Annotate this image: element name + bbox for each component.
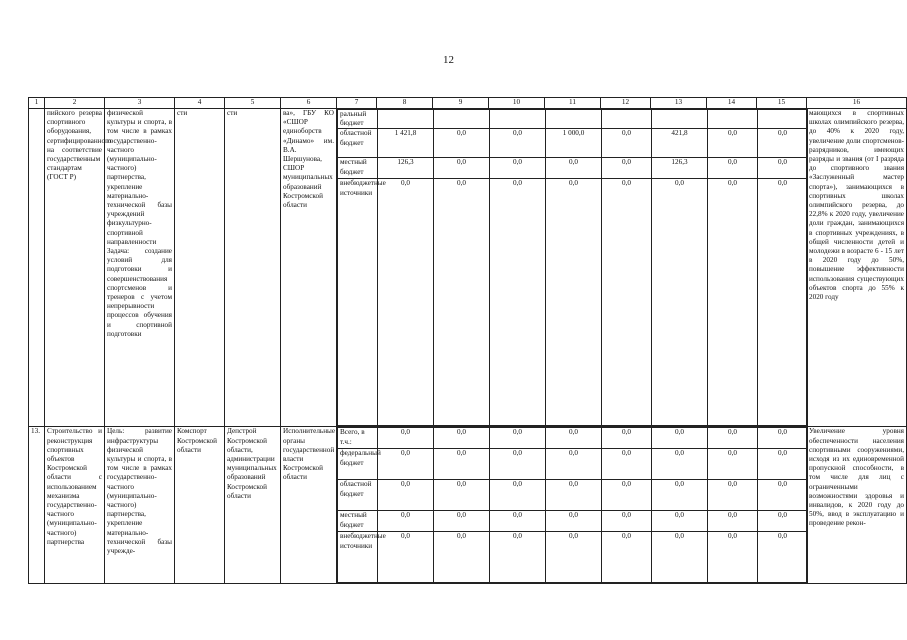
funding-value: 0,0 (602, 449, 652, 480)
funding-value: 0,0 (434, 129, 490, 158)
funding-row (338, 480, 808, 511)
funding-value: 0,0 (490, 158, 546, 179)
column-header: 2 (45, 98, 105, 109)
funding-value: 0,0 (490, 129, 546, 158)
funding-value (378, 110, 434, 129)
funding-value (602, 110, 652, 129)
program-table (28, 97, 907, 584)
funding-value: 0,0 (652, 179, 708, 426)
funding-value: 0,0 (490, 428, 546, 449)
column-header: 11 (545, 98, 601, 109)
column-header: 9 (433, 98, 489, 109)
funding-value: 0,0 (602, 428, 652, 449)
funding-value: 0,0 (490, 511, 546, 532)
funding-value: 0,0 (602, 532, 652, 583)
funding-value: 0,0 (490, 480, 546, 511)
funding-value: 0,0 (602, 511, 652, 532)
funding-value: 0,0 (434, 532, 490, 583)
funding-block (337, 109, 807, 427)
funding-value: 0,0 (546, 480, 602, 511)
funding-value: 0,0 (434, 449, 490, 480)
header-row (29, 98, 907, 109)
funding-value: 0,0 (758, 428, 808, 449)
column-header: 7 (337, 98, 377, 109)
column-header: 13 (651, 98, 707, 109)
funding-value: 0,0 (546, 158, 602, 179)
cell-num: 13. (29, 427, 45, 584)
funding-value (758, 110, 808, 129)
funding-table (337, 109, 808, 426)
funding-value: 0,0 (708, 428, 758, 449)
funding-value: 0,0 (708, 532, 758, 583)
funding-source: федеральный бюджет (338, 449, 378, 480)
funding-value: 0,0 (708, 449, 758, 480)
funding-value: 0,0 (546, 511, 602, 532)
funding-row (338, 110, 808, 129)
funding-source: ральный бюджет (338, 110, 378, 129)
funding-value: 0,0 (434, 480, 490, 511)
funding-row (338, 158, 808, 179)
cell-coexecutor: Депстрой Костромской области, администрации муниципальных образований Костромской области (225, 427, 281, 584)
funding-source: внебюджетные источники (338, 179, 378, 426)
funding-source: областной бюджет (338, 480, 378, 511)
funding-value: 0,0 (758, 532, 808, 583)
funding-value: 0,0 (602, 129, 652, 158)
cell-event: пийского резерва спортивного оборудования, сертифицированного на соответствие государственным стандартам (ГОСТ Р) (45, 109, 105, 427)
funding-value: 0,0 (652, 428, 708, 449)
table-row-continued (29, 109, 907, 427)
funding-row (338, 449, 808, 480)
funding-value (652, 110, 708, 129)
funding-value: 0,0 (546, 449, 602, 480)
page-number: 12 (443, 54, 454, 66)
funding-source: Всего, в т.ч.: (338, 428, 378, 449)
funding-value: 0,0 (652, 511, 708, 532)
column-header: 8 (377, 98, 433, 109)
funding-value: 0,0 (546, 532, 602, 583)
column-header: 10 (489, 98, 545, 109)
funding-value: 0,0 (652, 532, 708, 583)
funding-value: 0,0 (758, 480, 808, 511)
funding-value: 0,0 (652, 449, 708, 480)
cell-result: мающихся в спортивных школах олимпийского резерва, до 40% к 2020 году, увеличение доли спортсменов-разрядников, имеющих разряды и звания (от I разряда до спортивного звания «Заслуженный мастер спорта»), занимающихся в спортивных школах олимпийского резерва, до 22,8% к 2020 году, увеличение доли граждан, занимающихся в спортивных учреждениях, в общей численности детей и молодежи в возрасте 6 - 15 лет в 2020 году до 50%, повышение эффективности использования существующих объектов спорта до 55% к 2020 году (807, 109, 907, 427)
cell-coexecutor: сти (225, 109, 281, 427)
funding-value (546, 110, 602, 129)
funding-value: 1 000,0 (546, 129, 602, 158)
column-header: 1 (29, 98, 45, 109)
funding-value: 0,0 (434, 158, 490, 179)
funding-value: 0,0 (434, 179, 490, 426)
funding-value: 126,3 (378, 158, 434, 179)
funding-value: 0,0 (602, 158, 652, 179)
funding-row (338, 129, 808, 158)
funding-value: 0,0 (708, 158, 758, 179)
funding-value: 0,0 (652, 480, 708, 511)
funding-value: 0,0 (758, 179, 808, 426)
column-header: 5 (225, 98, 281, 109)
column-header: 6 (281, 98, 337, 109)
funding-value: 0,0 (602, 480, 652, 511)
funding-row (338, 428, 808, 449)
funding-value: 0,0 (758, 511, 808, 532)
column-header: 12 (601, 98, 651, 109)
cell-goal: физической культуры и спорта, в том числе в рамках государственно-частного (муниципально-частного) партнерства, укрепление материально-технической базы учреждений физкультурно-спортивной направленности Задача: создание условий для подготовки и совершенствования спортсменов и тренеров с учетом непрерывности процессов обучения и спортивной подготовки (105, 109, 175, 427)
column-header: 3 (105, 98, 175, 109)
column-header: 16 (807, 98, 907, 109)
funding-value: 0,0 (546, 179, 602, 426)
funding-block (337, 427, 807, 584)
funding-value: 0,0 (490, 532, 546, 583)
funding-value: 0,0 (602, 179, 652, 426)
funding-value: 0,0 (378, 449, 434, 480)
funding-table (337, 427, 808, 583)
funding-source: местный бюджет (338, 511, 378, 532)
cell-executor: сти (175, 109, 225, 427)
funding-row (338, 179, 808, 426)
funding-source: местный бюджет (338, 158, 378, 179)
funding-value: 0,0 (708, 511, 758, 532)
funding-value (490, 110, 546, 129)
funding-value: 126,3 (652, 158, 708, 179)
cell-goal: Цель: развитие инфраструктуры физической культуры и спорта, в том числе в рамках государственно-частного (муниципально-частного) партнерства, укрепление материально-технической базы учрежде- (105, 427, 175, 584)
funding-source: областной бюджет (338, 129, 378, 158)
funding-value: 0,0 (758, 158, 808, 179)
funding-value: 0,0 (758, 129, 808, 158)
funding-value: 421,8 (652, 129, 708, 158)
cell-event: Строительство и реконструкция спортивных объектов Костромской области с использованием механизма государственно-частного (муниципально-частного) партнерства (45, 427, 105, 584)
funding-value: 0,0 (378, 511, 434, 532)
cell-participants: ва», ГБУ КО «СШОР единоборств «Динамо» им. В.А. Шершунова, СШОР муниципальных образований Костромской области (281, 109, 337, 427)
funding-value: 0,0 (708, 179, 758, 426)
column-header: 4 (175, 98, 225, 109)
funding-row (338, 511, 808, 532)
funding-value: 0,0 (708, 480, 758, 511)
funding-value: 0,0 (378, 179, 434, 426)
funding-value: 0,0 (378, 532, 434, 583)
funding-value: 0,0 (758, 449, 808, 480)
funding-value: 0,0 (490, 449, 546, 480)
column-header: 14 (707, 98, 757, 109)
funding-value: 0,0 (434, 511, 490, 532)
funding-value (708, 110, 758, 129)
funding-source: внебюджетные источники (338, 532, 378, 583)
funding-value (434, 110, 490, 129)
funding-value: 0,0 (708, 129, 758, 158)
cell-executor: Комспорт Костромской области (175, 427, 225, 584)
funding-row (338, 532, 808, 583)
funding-value: 1 421,8 (378, 129, 434, 158)
cell-result: Увеличение уровня обеспеченности населения спортивными сооружениями, исходя из их единовременной пропускной способности, в том числе для лиц с ограниченными возможностями здоровья и инвалидов, к 2020 году до 50%, ввод в эксплуатацию и проведение рекон- (807, 427, 907, 584)
cell-num (29, 109, 45, 427)
funding-value: 0,0 (378, 428, 434, 449)
column-header: 15 (757, 98, 807, 109)
table-row-13 (29, 427, 907, 584)
funding-value: 0,0 (378, 480, 434, 511)
funding-value: 0,0 (546, 428, 602, 449)
funding-value: 0,0 (490, 179, 546, 426)
funding-value: 0,0 (434, 428, 490, 449)
cell-participants: Исполнительные органы государственной власти Костромской области (281, 427, 337, 584)
